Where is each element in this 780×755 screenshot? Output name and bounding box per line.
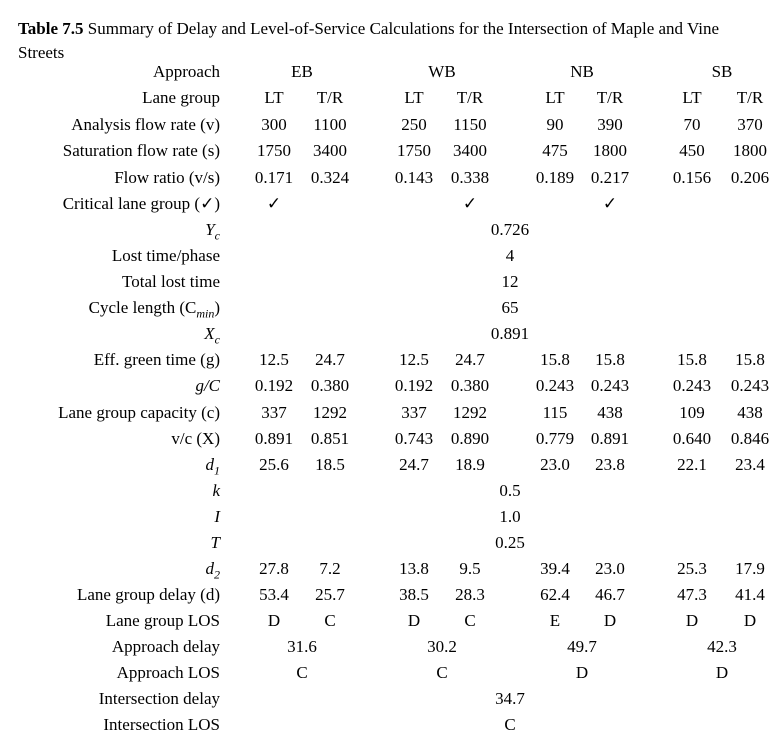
lane-group-los-cell: D [603,611,617,630]
lane-group-delay-cell: 62.4 [540,585,570,604]
row-label-x-c-main: X [204,324,215,343]
capacity-cell: 115 [542,403,568,422]
analysis-flow-rate-cell: 390 [597,115,623,134]
g-over-c-cell: 0.243 [730,376,770,395]
d1-cell: 22.1 [677,455,707,474]
row-label-d1-main: d [205,455,214,474]
flow-ratio-cell: 0.143 [394,168,434,187]
row-label-intersection-delay: Intersection delay [98,689,220,708]
global-yc-value: 0.726 [490,220,530,239]
v-over-c-cell: 0.640 [672,429,712,448]
analysis-flow-rate-cell: 250 [401,115,427,134]
lane-group-delay-cell: 47.3 [677,585,707,604]
flow-ratio-cell: 0.206 [730,168,770,187]
eff-green-cell: 12.5 [399,350,429,369]
lane-groups-cell: LT [682,88,702,107]
v-over-c-cell: 0.891 [590,429,630,448]
global-xc-value: 0.891 [490,324,530,343]
row-label-d2-sub: 2 [214,567,220,582]
eff-green-cell: 15.8 [540,350,570,369]
saturation-flow-rate-cell: 450 [679,141,705,160]
d2-cell: 23.0 [595,559,625,578]
v-over-c-cell: 0.851 [310,429,350,448]
analysis-flow-rate-cell: 370 [737,115,763,134]
row-label-saturation-flow-rate: Saturation flow rate (s) [62,141,220,160]
approach-los-cell: D [715,663,729,682]
table-number: Table 7.5 [18,19,84,38]
capacity-cell: 337 [401,403,427,422]
d1-cell: 23.8 [595,455,625,474]
lane-group-delay-cell: 53.4 [259,585,289,604]
lane-group-los-cell: D [267,611,281,630]
row-label-approach: Approach [152,62,220,81]
approach-header-sb: SB [711,62,733,81]
approach-delay-cell: 31.6 [287,637,317,656]
d2-cell: 27.8 [259,559,289,578]
row-label-analysis-flow-rate: Analysis flow rate (v) [71,115,220,134]
eff-green-cell: 24.7 [455,350,485,369]
v-over-c-cell: 0.890 [450,429,490,448]
approach-delay-cell: 49.7 [567,637,597,656]
lane-groups-cell: T/R [736,88,764,107]
approach-header-nb: NB [570,62,594,81]
lane-group-delay-cell: 46.7 [595,585,625,604]
d2-cell: 17.9 [735,559,765,578]
lane-group-los-cell: E [549,611,561,630]
row-label-g-over-c: g/C [195,376,220,395]
g-over-c-cell: 0.192 [394,376,434,395]
lane-group-delay-cell: 25.7 [315,585,345,604]
global-k-value: 0.5 [499,481,521,500]
d1-cell: 24.7 [399,455,429,474]
lane-group-los-cell: C [324,611,336,630]
row-label-y-c [205,219,220,246]
row-label-d2 [206,558,221,585]
approach-delay-cell: 42.3 [707,637,737,656]
lane-groups-cell: LT [545,88,565,107]
v-over-c-cell: 0.846 [730,429,770,448]
analysis-flow-rate-cell: 70 [683,115,701,134]
row-label-lane-group-los: Lane group LOS [105,611,220,630]
lane-groups-cell: LT [264,88,284,107]
d2-cell: 39.4 [540,559,570,578]
flow-ratio-cell: 0.217 [590,168,630,187]
d1-cell: 18.9 [455,455,485,474]
global-i-value: 1.0 [499,507,521,526]
row-label-approach-los: Approach LOS [116,663,220,682]
d2-cell: 25.3 [677,559,707,578]
lane-group-delay-cell: 38.5 [399,585,429,604]
v-over-c-cell: 0.891 [254,429,294,448]
row-label-v-over-c: v/c (X) [171,429,220,448]
g-over-c-cell: 0.243 [672,376,712,395]
lane-group-delay-cell: 28.3 [455,585,485,604]
row-label-y-c-sub: c [214,228,220,243]
approach-header-eb: EB [291,62,313,81]
d2-cell: 7.2 [319,559,341,578]
row-label-x-c-sub: c [214,332,220,347]
saturation-flow-rate-cell: 475 [542,141,568,160]
g-over-c-cell: 0.192 [254,376,294,395]
approach-delay-cell: 30.2 [427,637,457,656]
row-label-cycle-length-main: Cycle length (C [88,298,197,317]
capacity-cell: 1292 [313,403,347,422]
lane-group-delay-cell: 41.4 [735,585,765,604]
approach-los-cell: C [296,663,308,682]
d1-cell: 25.6 [259,455,289,474]
lane-group-los-cell: D [743,611,757,630]
lane-group-los-cell: C [464,611,476,630]
flow-ratio-cell: 0.324 [310,168,350,187]
critical-marks-cell: ✓ [266,194,282,213]
lane-group-los-cell: D [407,611,421,630]
capacity-cell: 438 [597,403,623,422]
row-label-d2-main: d [205,559,214,578]
capacity-cell: 1292 [453,403,487,422]
saturation-flow-rate-cell: 3400 [313,141,347,160]
global-lost-time-phase-value: 4 [505,246,515,265]
row-label-d1 [206,454,221,481]
row-label-capacity: Lane group capacity (c) [58,403,220,422]
row-label-lane-group-delay: Lane group delay (d) [76,585,220,604]
row-label-d1-sub: 1 [214,463,220,478]
lane-groups-cell: T/R [316,88,344,107]
row-label-cycle-length-close: ) [214,298,220,317]
critical-marks-cell: ✓ [462,194,478,213]
global-total-lost-time-value: 12 [501,272,519,291]
flow-ratio-cell: 0.156 [672,168,712,187]
v-over-c-cell: 0.743 [394,429,434,448]
d2-cell: 9.5 [459,559,481,578]
row-label-k: k [212,481,220,500]
approach-header-wb: WB [428,62,456,81]
analysis-flow-rate-cell: 1100 [313,115,347,134]
saturation-flow-rate-cell: 1800 [593,141,627,160]
lane-groups-cell: T/R [456,88,484,107]
analysis-flow-rate-cell: 90 [546,115,564,134]
approach-los-cell: C [436,663,448,682]
flow-ratio-cell: 0.338 [450,168,490,187]
analysis-flow-rate-cell: 1150 [453,115,487,134]
flow-ratio-cell: 0.189 [535,168,575,187]
analysis-flow-rate-cell: 300 [261,115,287,134]
critical-marks-cell: ✓ [602,194,618,213]
g-over-c-cell: 0.380 [310,376,350,395]
flow-ratio-cell: 0.171 [254,168,294,187]
capacity-cell: 109 [679,403,705,422]
row-label-cycle-length [89,297,220,324]
global-cycle-length-value: 65 [501,298,519,317]
eff-green-cell: 15.8 [595,350,625,369]
row-label-approach-delay: Approach delay [111,637,220,656]
saturation-flow-rate-cell: 1750 [397,141,431,160]
eff-green-cell: 15.8 [735,350,765,369]
lane-groups-cell: T/R [596,88,624,107]
g-over-c-cell: 0.243 [590,376,630,395]
saturation-flow-rate-cell: 1750 [257,141,291,160]
eff-green-cell: 24.7 [315,350,345,369]
row-label-cycle-length-sub: min [196,306,215,321]
saturation-flow-rate-cell: 3400 [453,141,487,160]
row-label-y-c-main: Y [205,220,215,239]
d1-cell: 23.4 [735,455,765,474]
g-over-c-cell: 0.380 [450,376,490,395]
d2-cell: 13.8 [399,559,429,578]
d1-cell: 23.0 [540,455,570,474]
g-over-c-cell: 0.243 [535,376,575,395]
row-label-x-c [204,323,220,350]
capacity-cell: 438 [737,403,763,422]
row-label-flow-ratio: Flow ratio (v/s) [114,168,220,187]
row-label-i: I [214,507,220,526]
global-intersection-los-value: C [504,715,516,734]
table-title: Summary of Delay and Level-of-Service Calculations for the Intersection of Maple and Vine Streets [18,19,719,62]
capacity-cell: 337 [261,403,287,422]
global-intersection-delay-value: 34.7 [495,689,525,708]
row-label-total-lost-time: Total lost time [122,272,220,291]
row-label-t: T [210,533,220,552]
d1-cell: 18.5 [315,455,345,474]
row-label-lane-group: Lane group [142,88,220,107]
eff-green-cell: 15.8 [677,350,707,369]
lane-group-los-cell: D [685,611,699,630]
row-label-critical-lane-group: Critical lane group (✓) [62,194,220,213]
saturation-flow-rate-cell: 1800 [733,141,767,160]
lane-groups-cell: LT [404,88,424,107]
approach-los-cell: D [575,663,589,682]
row-label-intersection-los: Intersection LOS [103,715,220,734]
global-t-value: 0.25 [495,533,525,552]
v-over-c-cell: 0.779 [535,429,575,448]
row-label-lost-time-phase: Lost time/phase [111,246,220,265]
row-label-eff-green: Eff. green time (g) [93,350,220,369]
eff-green-cell: 12.5 [259,350,289,369]
table-caption [18,17,768,65]
